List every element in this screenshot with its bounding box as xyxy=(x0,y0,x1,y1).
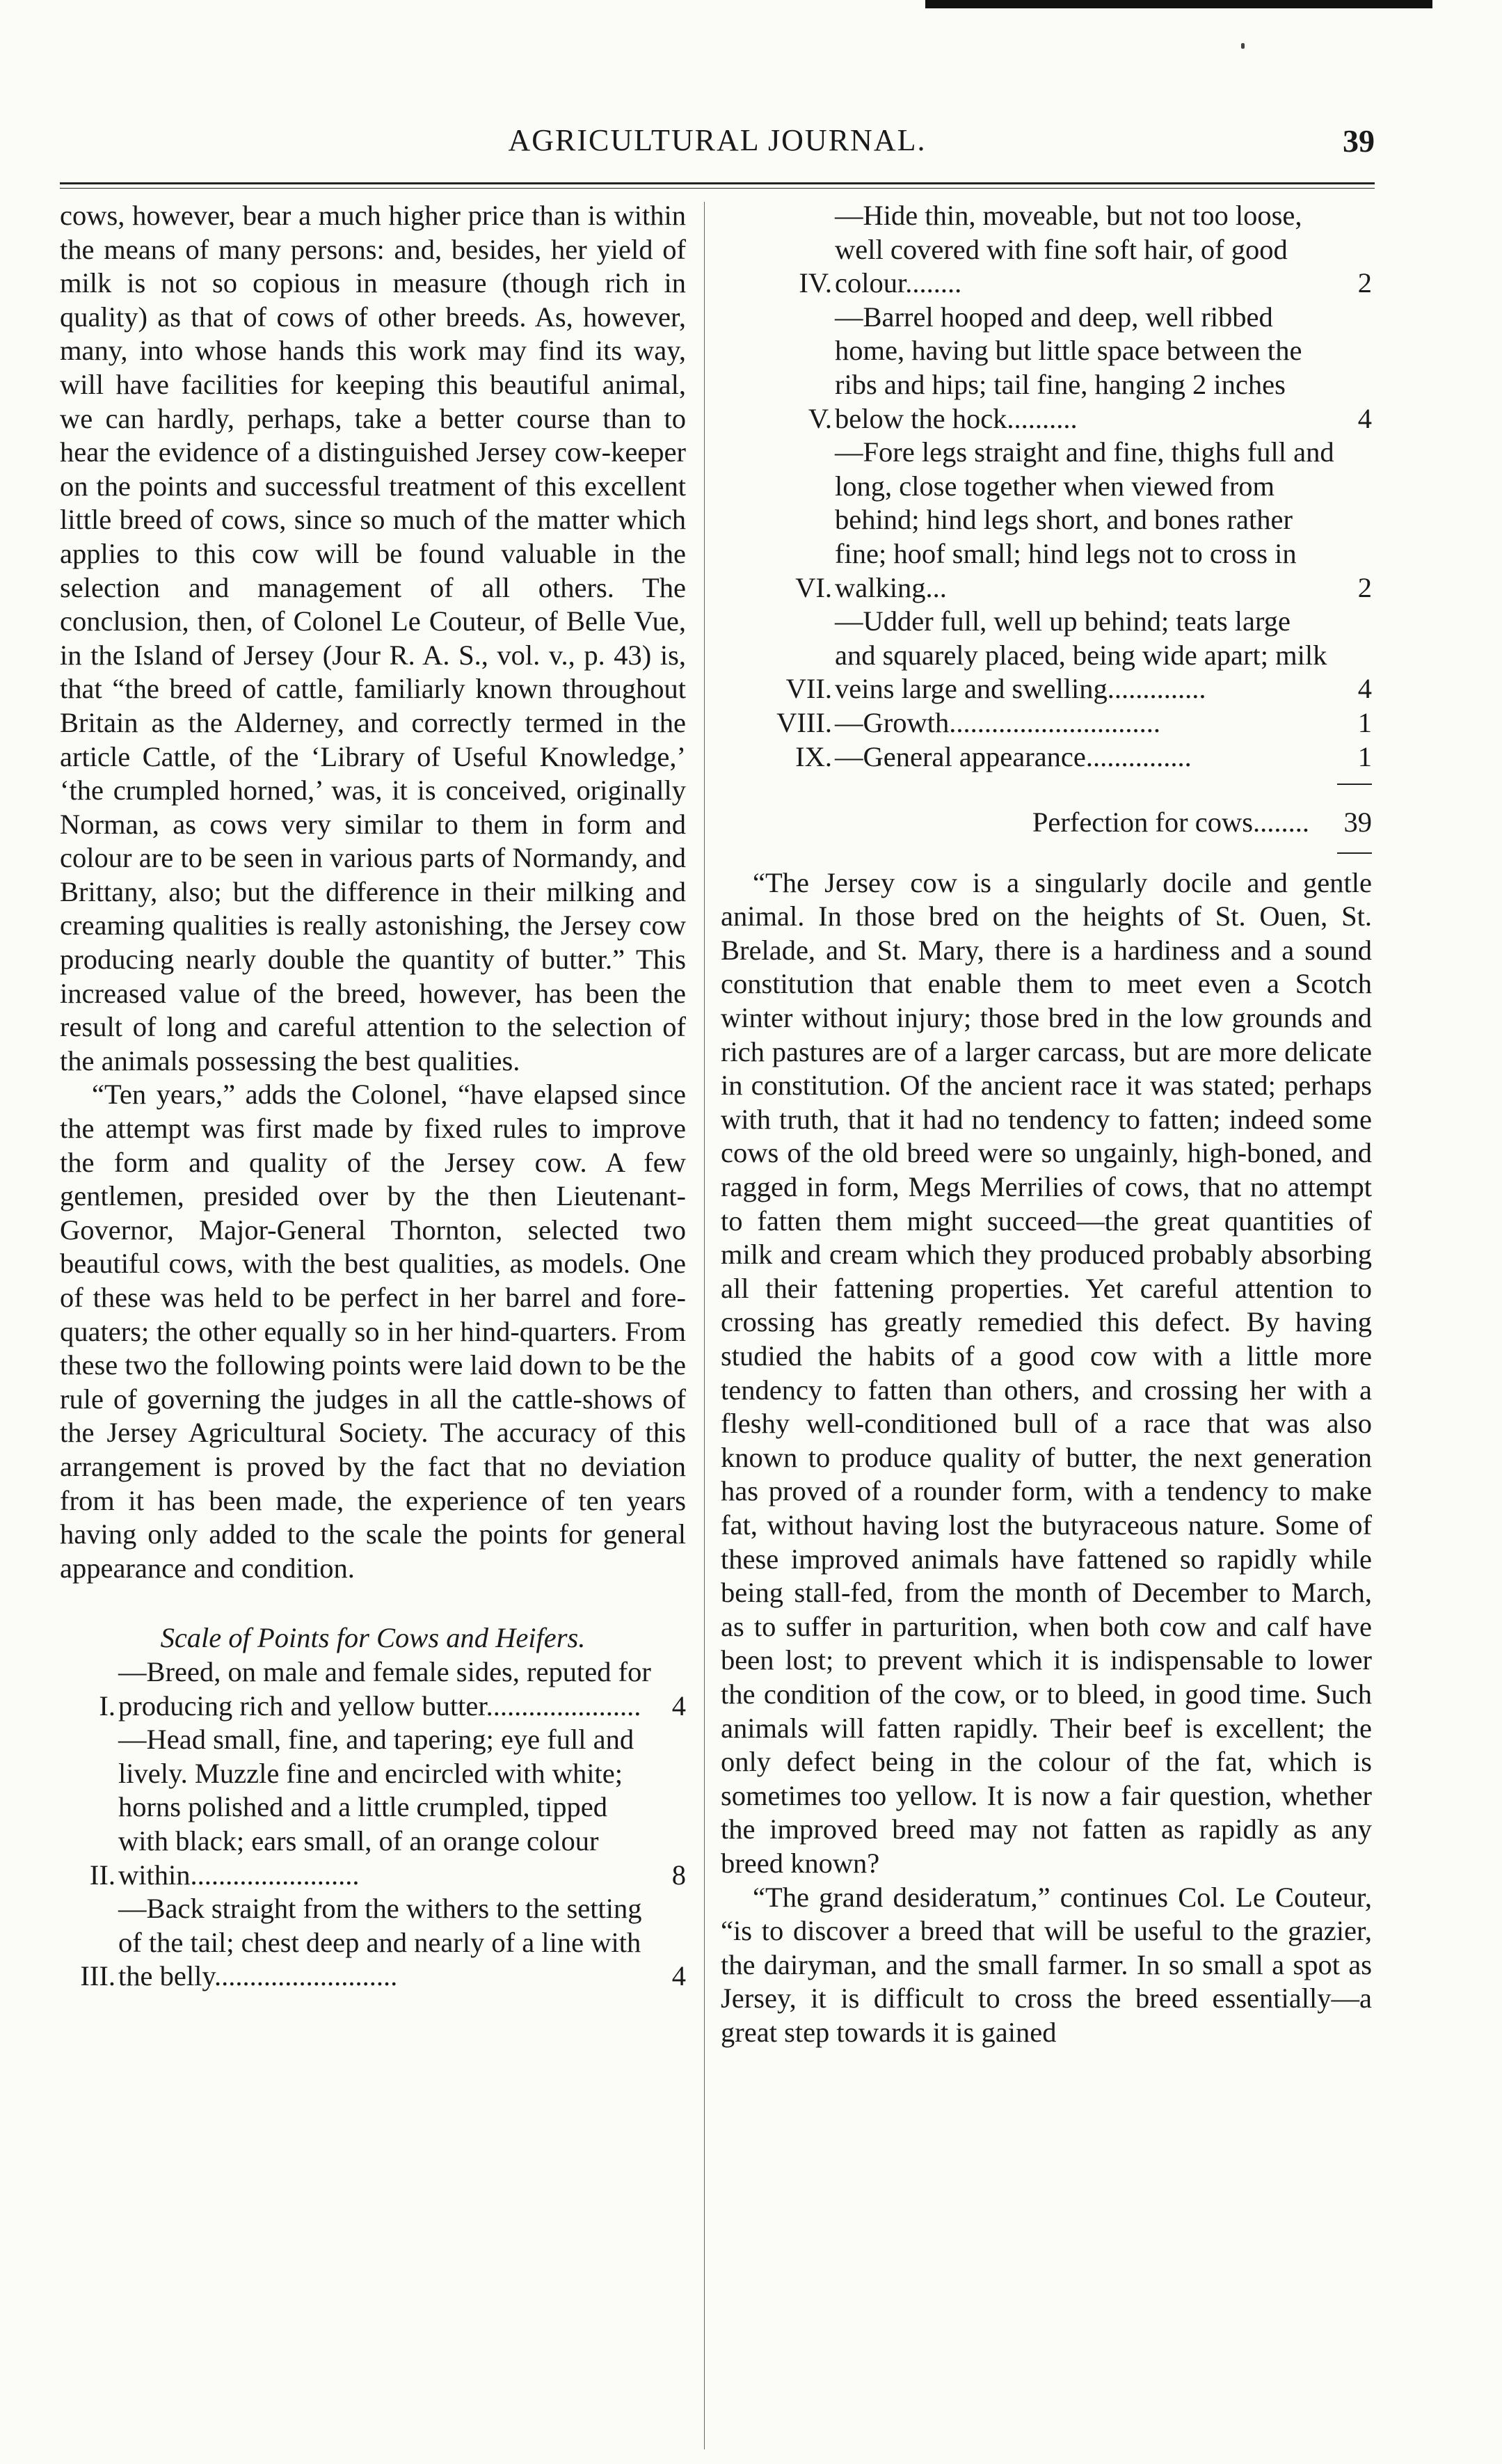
point-value: 1 xyxy=(1357,740,1372,772)
scale-total xyxy=(721,806,1372,840)
scale-point xyxy=(60,1655,686,1723)
point-description: —Back straight from the withers to the setting of the tail; chest deep and nearly of a line with the belly.......................... xyxy=(118,1893,642,1992)
page-header xyxy=(60,117,1375,166)
scale-point xyxy=(60,1723,686,1892)
point-description: —Growth.............................. xyxy=(835,706,1160,738)
point-value: 4 xyxy=(1357,673,1372,705)
point-description: —Hide thin, moveable, but not too loose, well covered with fine soft hair, of good colour........ xyxy=(835,200,1302,299)
point-numeral: II. xyxy=(89,1859,115,1891)
header-rule-thin xyxy=(60,188,1375,189)
scale-point xyxy=(721,199,1372,301)
scale-point xyxy=(721,301,1372,436)
total-label: Perfection for cows........ xyxy=(1032,806,1309,838)
point-description: —Udder full, well up behind; teats large and squarely placed, being wide apart; milk veins large and swelling.............. xyxy=(835,605,1327,705)
body-paragraph: “The Jersey cow is a singularly docile and gentle animal. In those bred on the heights of St. Ouen, St. Brelade, and St. Mary, there is a hardiness and a sound constitution that enable them to meet even a Scotch winter without injury; those bred in the low grounds and rich pastures are of a larger carcass, but are more delicate in constitution. Of the ancient race it was stated; perhaps with truth, that it had no tendency to fatten; indeed some cows of the old breed were so ungainly, high-boned, and ragged in form, Megs Merrilies of cows, that no attempt to fatten them might succeed—the great quantities of milk and cream which they produced probably absorbing all their fattening properties. Yet careful attention to crossing has greatly remedied this defect. By having studied the habits of a good cow with a little more tendency to fatten than others, and crossing her with a fleshy well-conditioned bull of a race that was also known to produce quality of butter, the next generation has proved of a rounder form, with a tendency to make fat, without having lost the butyraceous nature. Some of these improved animals have fattened so rapidly while being stall-fed, from the month of December to March, as to suffer in parturition, when both cow and calf have been lost; to prevent which it is indispensable to lower the condition of the cow, or to bleed, in good time. Such animals will fatten rapidly. Their beef is excellent; the only defect being in the colour of the fat, which is sometimes too yellow. It is now a fair question, whether the improved breed may not fatten as rapidly as any breed known? xyxy=(721,866,1372,1879)
point-numeral: I. xyxy=(99,1690,115,1722)
column-divider xyxy=(704,202,705,2449)
scale-points-list xyxy=(721,199,1372,774)
point-description: —Head small, fine, and tapering; eye full and lively. Muzzle fine and encircled with white; horns polished and a little crumpled, tipped with black; ears small, of an orange colour within........................ xyxy=(118,1724,634,1891)
scale-point xyxy=(721,605,1372,706)
point-value: 8 xyxy=(671,1859,686,1891)
point-value: 2 xyxy=(1357,571,1372,603)
point-value: 1 xyxy=(1357,706,1372,738)
point-value: 4 xyxy=(671,1690,686,1722)
body-paragraph: “The grand desideratum,” continues Col. Le Couteur, “is to discover a breed that will be useful to the grazier, the dairyman, and the small farmer. In so small a spot as Jersey, it is difficult to cross the breed essentially—a great step towards it is gained xyxy=(721,1881,1372,2048)
scale-point xyxy=(721,706,1372,740)
total-value: 39 xyxy=(1343,806,1372,838)
ink-speck xyxy=(1241,43,1245,49)
point-description: —Barrel hooped and deep, well ribbed home, having but little space between the ribs and hips; tail fine, hanging 2 inches below the hock.......... xyxy=(835,301,1302,434)
top-edge-rule xyxy=(925,0,1432,8)
total-rule-bottom xyxy=(1337,852,1372,854)
point-numeral: IX. xyxy=(795,740,832,772)
point-numeral: VI. xyxy=(795,571,832,603)
point-numeral: IV. xyxy=(799,267,832,299)
point-numeral: VIII. xyxy=(776,706,832,738)
point-value: 2 xyxy=(1357,267,1372,299)
point-numeral: III. xyxy=(80,1960,115,1992)
right-column xyxy=(721,199,1372,2049)
total-rule-top xyxy=(1337,784,1372,785)
point-description: —Fore legs straight and fine, thighs full and long, close together when viewed from behind; hind legs short, and bones rather fine; hoof small; hind legs not to cross in walking... xyxy=(835,436,1334,603)
scale-point xyxy=(721,436,1372,605)
point-value: 4 xyxy=(671,1960,686,1992)
point-value: 4 xyxy=(1357,402,1372,434)
body-paragraph: cows, however, bear a much higher price than is within the means of many persons: and, besides, her yield of milk is not so copious in measure (though rich in quality) as that of cows of other breeds. As, however, many, into whose hands this work may find its way, will have facilities for keeping this beautiful animal, we can hardly, perhaps, take a better course than to hear the evidence of a distinguished Jersey cow-keeper on the points and successful treatment of this excellent little breed of cows, since so much of the matter which applies to this cow will be found valuable in the selection and management of all others. The conclusion, then, of Colonel Le Couteur, of Belle Vue, in the Island of Jersey (Jour R. A. S., vol. v., p. 43) is, that “the breed of cattle, familiarly known throughout Britain as the Alderney, and correctly termed in the article Cattle, of the ‘Library of Useful Knowledge,’ ‘the crumpled horned,’ was, it is conceived, originally Norman, as cows very similar to them in form and colour are to be seen in various parts of Normandy, and Brittany, also; but the difference in their milking and creaming qualities is really astonishing, the Jersey cow producing nearly double the quantity of butter.” This increased value of the breed, however, has been the result of long and careful attention to the selection of the animals possessing the best qualities. xyxy=(60,200,686,1076)
point-numeral: VII. xyxy=(785,673,832,705)
point-description: —Breed, on male and female sides, reputed for producing rich and yellow butter...................... xyxy=(118,1655,651,1722)
scale-point xyxy=(721,740,1372,774)
left-column xyxy=(60,199,686,1994)
scale-point xyxy=(60,1892,686,1994)
scale-title: Scale of Points for Cows and Heifers. xyxy=(160,1622,586,1654)
running-title: AGRICULTURAL JOURNAL. xyxy=(508,123,927,157)
page-number: 39 xyxy=(1343,123,1375,159)
point-numeral: V. xyxy=(808,402,832,434)
point-description: —General appearance............... xyxy=(835,740,1192,772)
header-rule-thick xyxy=(60,182,1375,184)
scale-points-list xyxy=(60,1655,686,1994)
body-paragraph: “Ten years,” adds the Colonel, “have elapsed since the attempt was first made by fixed rules to improve the form and quality of the Jersey cow. A few gentlemen, presided over by the then Lieutenant-Governor, Major-General Thornton, selected two beautiful cows, with the best qualities, as models. One of these was held to be perfect in her barrel and fore-quaters; the other equally so in her hind-quarters. From these two the following points were laid down to be the rule of governing the judges in all the cattle-shows of the Jersey Agricultural Society. The accuracy of this arrangement is proved by the fact that no deviation from it has been made, the experience of ten years having only added to the scale the points for general appearance and condition. xyxy=(60,1079,686,1584)
